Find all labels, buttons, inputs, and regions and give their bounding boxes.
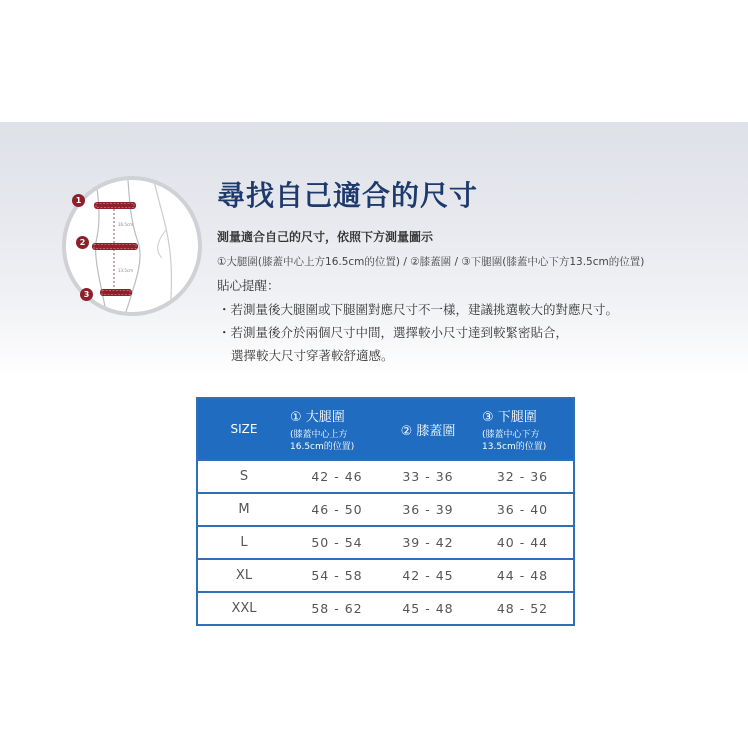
knee-cell: 36 - 39 [384,493,472,526]
calf-cell: 40 - 44 [472,526,574,559]
header-size: SIZE [197,398,290,460]
table-row [197,592,574,625]
page-subtitle: 測量適合自己的尺寸，依照下方測量圖示 [217,230,434,244]
size-cell: XL [197,559,290,592]
thigh-cell: 42 - 46 [290,460,384,493]
header-calf: ③ 下腿圍 (膝蓋中心下方 13.5cm的位置) [472,398,574,460]
thigh-cell: 46 - 50 [290,493,384,526]
thigh-cell: 58 - 62 [290,592,384,625]
header-thigh: ① 大腿圍 (膝蓋中心上方 16.5cm的位置) [290,398,384,460]
table-row [197,493,574,526]
lower-distance-label: 13.5cm [118,268,134,273]
table-header-row [197,398,574,460]
thigh-cell: 54 - 58 [290,559,384,592]
size-cell: L [197,526,290,559]
size-cell: S [197,460,290,493]
tip-item-continuation: 選擇較大尺寸穿著較舒適感。 [231,348,394,363]
tip-item: ・若測量後介於兩個尺寸中間，選擇較小尺寸達到較緊密貼合， [218,325,569,340]
size-cell: M [197,493,290,526]
header-knee: ② 膝蓋圍 [384,398,472,460]
marker-1: 1 [72,194,85,207]
calf-cell: 36 - 40 [472,493,574,526]
upper-distance-label: 16.5cm [118,222,134,227]
knee-cell: 39 - 42 [384,526,472,559]
knee-cell: 42 - 45 [384,559,472,592]
measurement-note: ①大腿圍(膝蓋中心上方16.5cm的位置) / ②膝蓋圍 / ③下腿圍(膝蓋中心下方13.5cm的位置) [217,256,645,268]
table-row [197,460,574,493]
tip-item: ・若測量後大腿圍或下腿圍對應尺寸不一樣，建議挑選較大的對應尺寸。 [218,302,619,317]
marker-3: 3 [80,288,93,301]
size-cell: XXL [197,592,290,625]
knee-cell: 45 - 48 [384,592,472,625]
calf-cell: 44 - 48 [472,559,574,592]
knee-cell: 33 - 36 [384,460,472,493]
marker-2: 2 [76,236,89,249]
table-row [197,526,574,559]
tips-heading: 貼心提醒： [217,278,280,293]
calf-cell: 32 - 36 [472,460,574,493]
calf-cell: 48 - 52 [472,592,574,625]
page-title: 尋找自己適合的尺寸 [217,179,479,212]
table-row [197,559,574,592]
thigh-cell: 50 - 54 [290,526,384,559]
size-chart-table [196,397,575,626]
